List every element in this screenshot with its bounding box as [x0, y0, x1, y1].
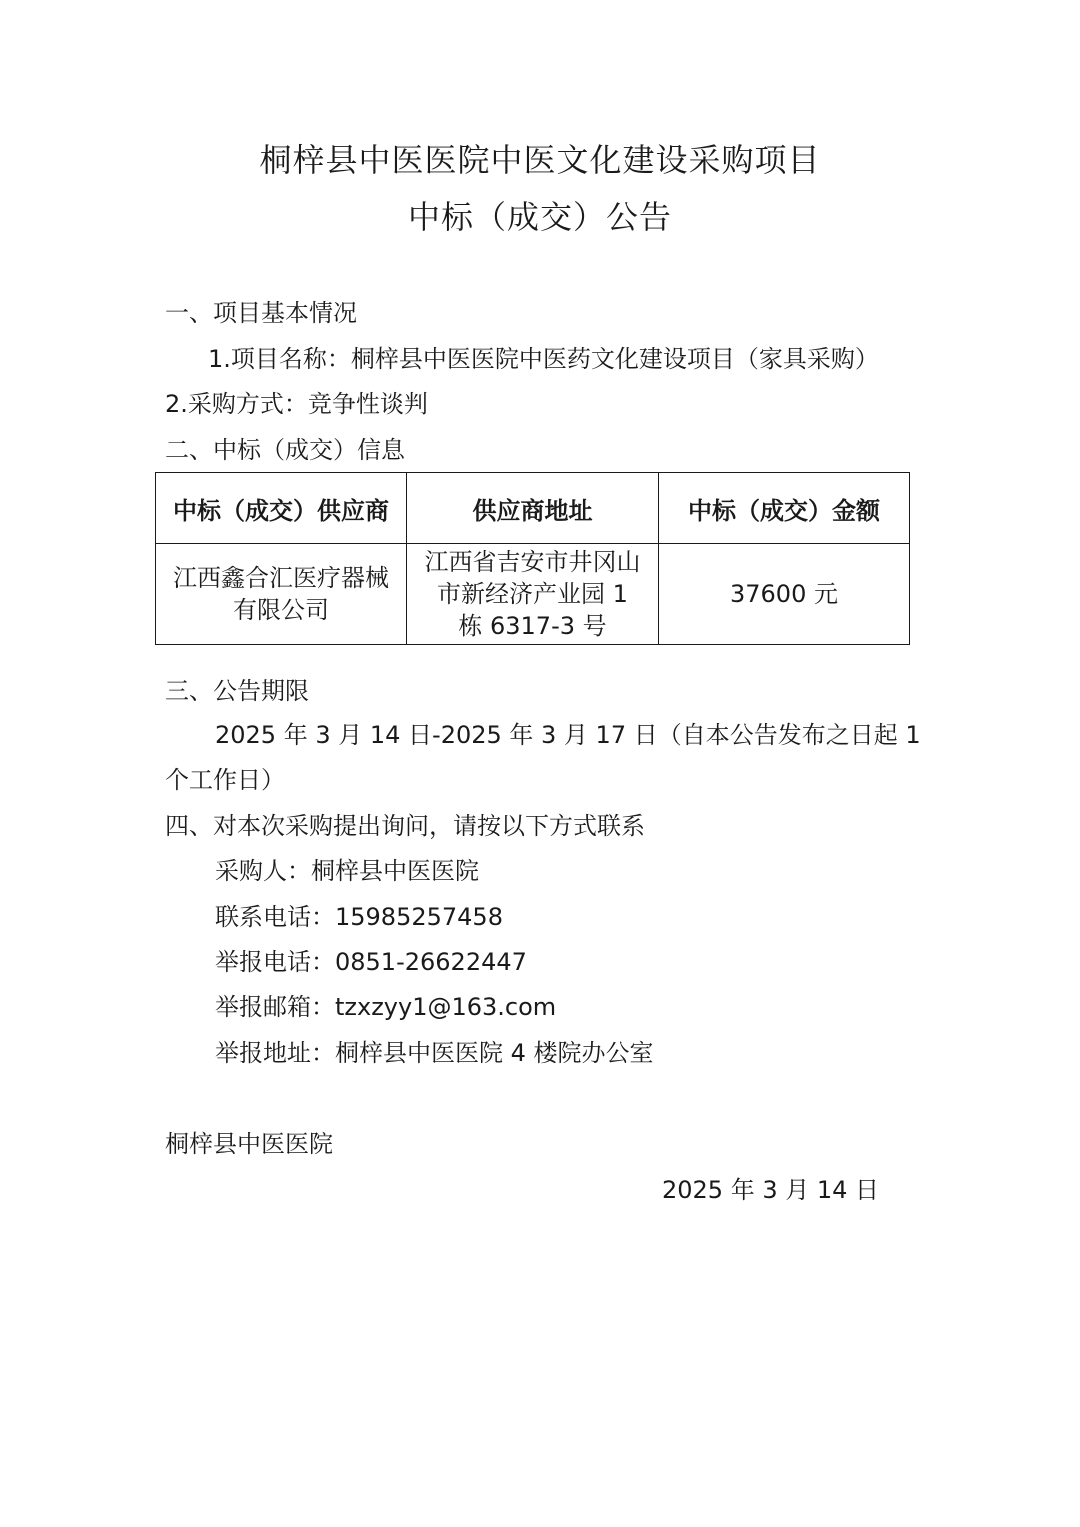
cell-supplier	[156, 544, 407, 645]
section4-heading: 四、对本次采购提出询问，请按以下方式联系	[165, 812, 645, 840]
section2-heading: 二、中标（成交）信息	[165, 436, 405, 464]
procurement-method-line: 2.采购方式：竞争性谈判	[165, 390, 428, 418]
address-line3: 栋 6317-3 号	[458, 612, 607, 640]
section1-heading: 一、项目基本情况	[165, 299, 357, 327]
contact-phone-line: 联系电话：15985257458	[215, 903, 503, 931]
supplier-line2: 有限公司	[233, 596, 329, 624]
award-table	[155, 472, 910, 645]
award-table-header-row	[156, 473, 910, 544]
notice-period-line2: 个工作日）	[165, 766, 285, 794]
header-amount: 中标（成交）金额	[659, 473, 910, 544]
cell-address	[407, 544, 659, 645]
issue-date: 2025 年 3 月 14 日	[662, 1176, 880, 1204]
cell-amount: 37600 元	[659, 544, 910, 645]
report-address-line: 举报地址：桐梓县中医医院 4 楼院办公室	[215, 1039, 654, 1067]
document-title-line2: 中标（成交）公告	[407, 198, 672, 236]
address-line1: 江西省吉安市井冈山	[424, 548, 641, 576]
notice-period-line1: 2025 年 3 月 14 日-2025 年 3 月 17 日（自本公告发布之日起 1	[215, 721, 921, 749]
address-line2: 市新经济产业园 1	[437, 580, 628, 608]
section3-heading: 三、公告期限	[165, 677, 309, 705]
project-name-line: 1.项目名称：桐梓县中医医院中医药文化建设项目（家具采购）	[208, 345, 879, 373]
supplier-line1: 江西鑫合汇医疗器械	[173, 564, 389, 592]
report-phone-line: 举报电话：0851-26622447	[215, 948, 527, 976]
document-title-line1: 桐梓县中医医院中医文化建设采购项目	[259, 141, 821, 179]
header-supplier: 中标（成交）供应商	[156, 473, 407, 544]
table-row	[156, 544, 910, 645]
issuing-organization: 桐梓县中医医院	[165, 1130, 333, 1158]
header-address: 供应商地址	[407, 473, 659, 544]
purchaser-line: 采购人：桐梓县中医医院	[215, 857, 479, 885]
report-email-line: 举报邮箱：tzxzyy1@163.com	[215, 993, 557, 1021]
